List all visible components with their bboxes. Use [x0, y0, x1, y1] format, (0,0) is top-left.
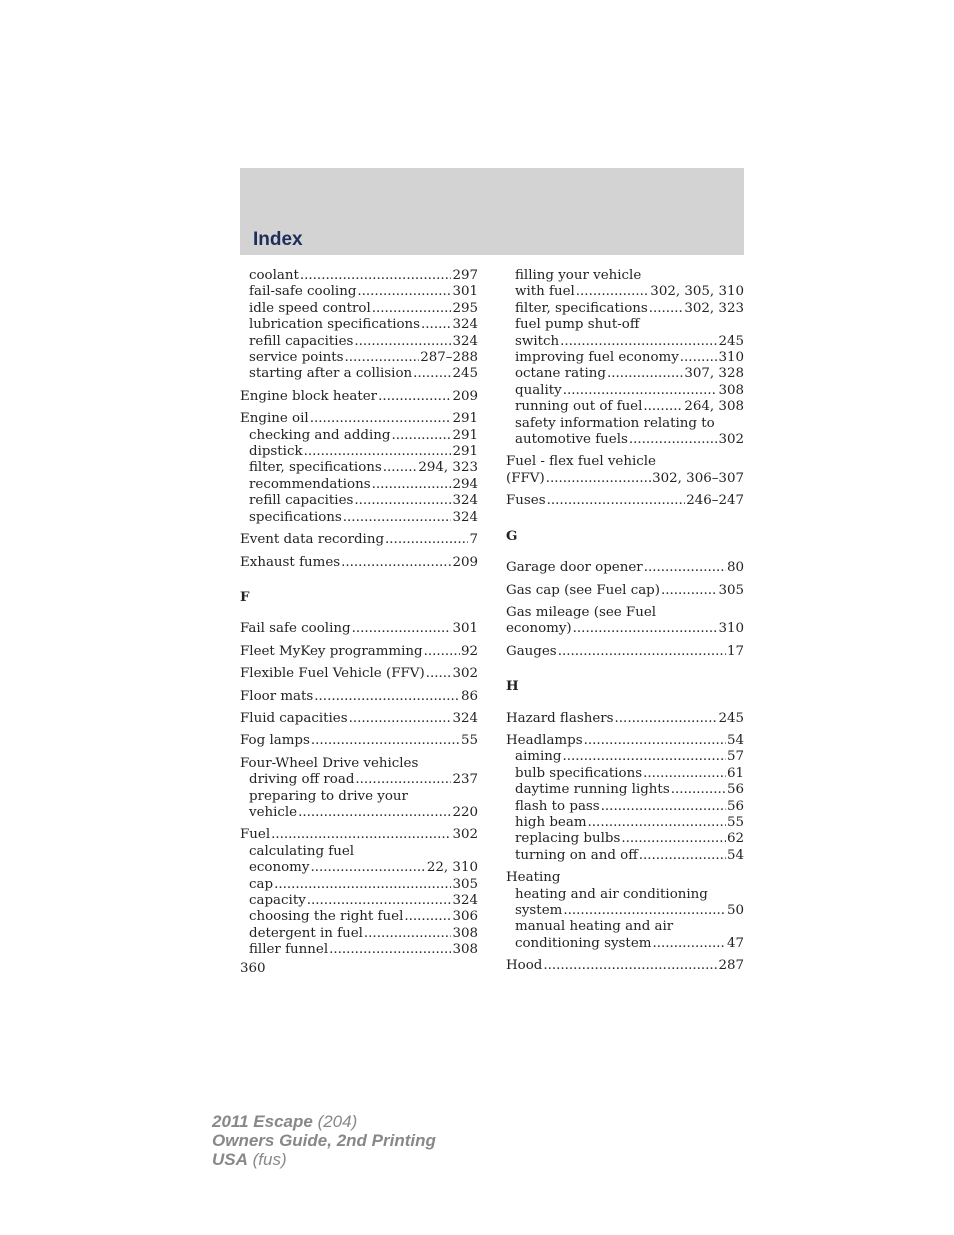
index-subentry: conditioning system ..... 47 [506, 936, 744, 952]
index-subentry: system ..... 50 [506, 903, 744, 919]
index-entry-heading: Gas mileage (see Fuel [506, 604, 657, 620]
index-entry: Fluid capacities ..... 324 [240, 711, 478, 727]
index-subentry: idle speed control ..... 295 [240, 301, 478, 317]
index-subentry: dipstick ..... 291 [240, 444, 478, 460]
index-subentry-line: safety information relating to [515, 415, 715, 431]
index-subentry: recommendations ..... 294 [240, 477, 478, 493]
index-subentry: quality ..... 308 [506, 383, 744, 399]
index-entry: Event data recording ..... 7 [240, 532, 478, 548]
index-subentry: daytime running lights ..... 56 [506, 782, 744, 798]
index-subentry: replacing bulbs ..... 62 [506, 831, 744, 847]
index-entry: economy) ..... 310 [506, 621, 744, 637]
footer-line-1: 2011 Escape (204) [212, 1112, 358, 1131]
index-subentry: service points ..... 287–288 [240, 350, 478, 366]
index-subentry: refill capacities ..... 324 [240, 334, 478, 350]
index-subentry-line: filling your vehicle [515, 268, 642, 283]
index-subentry: filler funnel ..... 308 [240, 942, 478, 958]
index-subentry: high beam ..... 55 [506, 815, 744, 831]
document-footer [212, 1112, 436, 1169]
page-title: Index [253, 229, 303, 250]
index-entry: Engine block heater ..... 209 [240, 389, 478, 405]
index-entry: Gas cap (see Fuel cap) ..... 305 [506, 583, 744, 599]
section-letter-f: F [240, 588, 250, 605]
index-subentry-line: calculating fuel [249, 843, 355, 859]
index-subentry: with fuel ..... 302, 305, 310 [506, 284, 744, 300]
index-subentry: aiming ..... 57 [506, 749, 744, 765]
index-entry: Gauges ..... 17 [506, 644, 744, 660]
index-subentry: fail-safe cooling ..... 301 [240, 284, 478, 300]
index-subentry-line: preparing to drive your [249, 788, 408, 804]
index-subentry-line: heating and air conditioning [515, 886, 708, 902]
index-subentry: driving off road ..... 237 [240, 772, 478, 788]
index-subentry: economy ..... 22, 310 [240, 860, 478, 876]
index-entry: (FFV) ..... 302, 306–307 [506, 471, 744, 487]
index-subentry: octane rating ..... 307, 328 [506, 366, 744, 382]
footer-line-2: Owners Guide, 2nd Printing [212, 1131, 436, 1150]
index-subentry: specifications ..... 324 [240, 510, 478, 526]
index-subentry-line: fuel pump shut-off [515, 317, 640, 333]
index-subentry: choosing the right fuel ..... 306 [240, 909, 478, 925]
index-entry: Fuel ..... 302 [240, 827, 478, 843]
index-subentry: lubrication specifications ..... 324 [240, 317, 478, 333]
index-subentry: flash to pass ..... 56 [506, 799, 744, 815]
index-subentry: cap ..... 305 [240, 877, 478, 893]
index-entry: Floor mats ..... 86 [240, 689, 478, 705]
index-entry-heading: Fuel - flex fuel vehicle [506, 454, 656, 470]
index-entry: Fleet MyKey programming ..... 92 [240, 644, 478, 660]
index-subentry-line: manual heating and air [515, 919, 674, 935]
index-subentry: running out of fuel ..... 264, 308 [506, 399, 744, 415]
index-subentry: refill capacities ..... 324 [240, 493, 478, 509]
index-entry-heading: Heating [506, 870, 561, 886]
index-entry: Hood ..... 287 [506, 958, 744, 974]
index-subentry: automotive fuels ..... 302 [506, 432, 744, 448]
index-header-band [240, 168, 744, 255]
section-letter-g: G [506, 527, 518, 544]
index-entry: Fail safe cooling ..... 301 [240, 621, 478, 637]
index-subentry: filter, specifications ..... 302, 323 [506, 301, 744, 317]
index-entry: Engine oil ..... 291 [240, 411, 478, 427]
index-entry: Fog lamps ..... 55 [240, 733, 478, 749]
index-entry: Exhaust fumes ..... 209 [240, 555, 478, 571]
index-entry-heading: Four-Wheel Drive vehicles [240, 755, 419, 771]
index-entry: Hazard flashers ..... 245 [506, 711, 744, 727]
index-subentry: starting after a collision ..... 245 [240, 366, 478, 382]
index-subentry: capacity ..... 324 [240, 893, 478, 909]
index-entry: Flexible Fuel Vehicle (FFV) ..... 302 [240, 666, 478, 682]
page-number: 360 [240, 961, 266, 976]
index-subentry: vehicle ..... 220 [240, 805, 478, 821]
index-subentry: bulb specifications ..... 61 [506, 766, 744, 782]
index-column-right [506, 268, 744, 975]
index-entry: Fuses ..... 246–247 [506, 493, 744, 509]
index-subentry: checking and adding ..... 291 [240, 428, 478, 444]
index-entry: Headlamps ..... 54 [506, 733, 744, 749]
index-subentry: detergent in fuel ..... 308 [240, 926, 478, 942]
index-column-left [240, 268, 478, 959]
index-subentry: filter, specifications ..... 294, 323 [240, 460, 478, 476]
footer-line-3: USA (fus) [212, 1150, 287, 1169]
index-subentry: improving fuel economy ..... 310 [506, 350, 744, 366]
index-subentry: turning on and off ..... 54 [506, 848, 744, 864]
index-entry: Garage door opener ..... 80 [506, 560, 744, 576]
index-subentry: coolant ..... 297 [240, 268, 478, 284]
section-letter-h: H [506, 678, 519, 695]
index-subentry: switch ..... 245 [506, 334, 744, 350]
